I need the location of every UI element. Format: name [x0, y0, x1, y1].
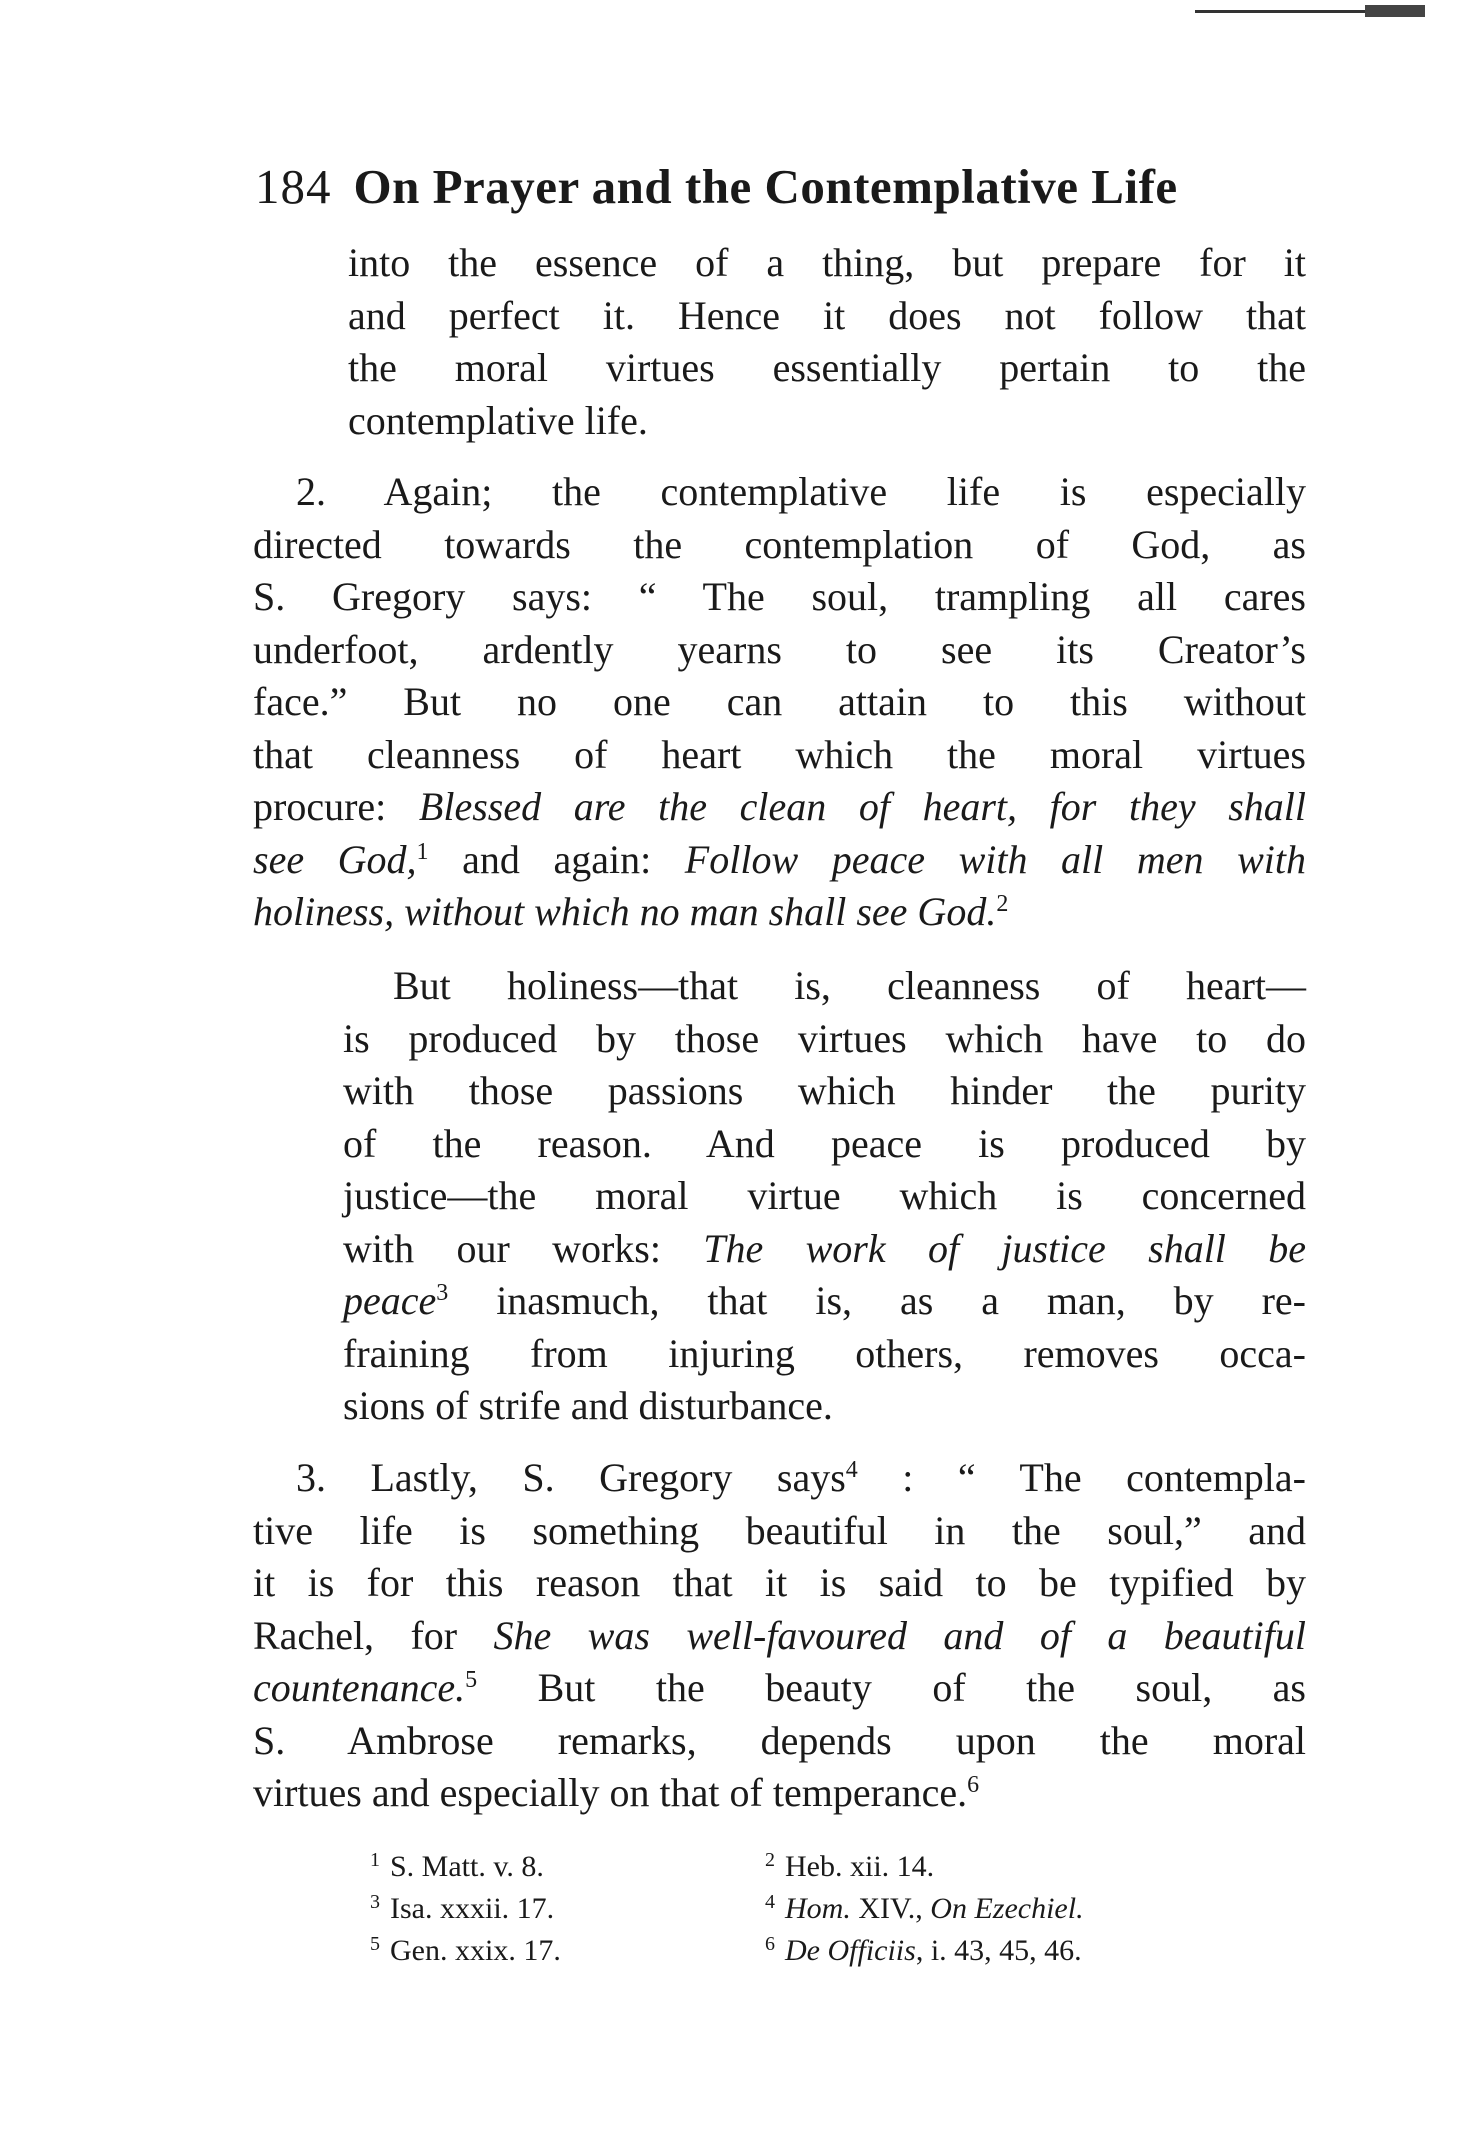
footnote-text: Isa. xxxii. 17.: [390, 1892, 555, 1925]
text-line: fraining from injuring others, removes occa-: [343, 1330, 1306, 1376]
footnote-row: [370, 1882, 1270, 1924]
text-line: [253, 834, 1306, 887]
text-line: [253, 1662, 1306, 1715]
paragraph-4: [253, 1452, 1306, 1820]
footnote-5: [370, 1924, 765, 1966]
text-line: justice—the moral virtue which is concerned: [343, 1173, 1306, 1218]
text-line: 2. Again; the contemplative life is especially: [296, 469, 1306, 514]
text-line: [343, 1223, 1306, 1276]
text-run: and again:: [428, 836, 685, 882]
footnote-ref[interactable]: 5: [465, 1667, 478, 1693]
text-line: with those passions which hinder the purity: [343, 1068, 1306, 1113]
scripture-quote: She was well-favoured and of a beautiful: [493, 1612, 1306, 1658]
text-run: Rachel, for: [253, 1612, 494, 1658]
footnote-text: , i. 43, 45, 46.: [915, 1934, 1082, 1967]
top-scan-artifact: [1195, 10, 1425, 13]
scripture-quote: Follow peace with all men with: [684, 836, 1306, 882]
footnote-1: [370, 1840, 765, 1882]
footnote-2: [765, 1840, 934, 1882]
footnote-ref[interactable]: 2: [996, 891, 1009, 917]
text-run: with our works:: [343, 1225, 704, 1271]
text-line: that cleanness of heart which the moral virtues: [253, 731, 1306, 777]
text-line: S. Ambrose remarks, depends upon the moral: [253, 1717, 1306, 1763]
text-line: into the essence of a thing, but prepare for it: [348, 240, 1306, 285]
footnote-text: Hom.: [785, 1892, 851, 1925]
text-run: procure:: [253, 784, 419, 829]
footnote-ref[interactable]: 1: [416, 838, 429, 865]
footnote-number: 3: [370, 1891, 380, 1913]
footnote-ref[interactable]: 6: [967, 1772, 980, 1798]
text-line: But holiness—that is, cleanness of heart—: [393, 963, 1306, 1008]
text-line: [253, 781, 1306, 834]
footnote-number: 4: [765, 1891, 775, 1913]
page-number: 184: [255, 159, 332, 214]
footnote-text: XIV.,: [850, 1892, 931, 1925]
footnote-ref[interactable]: 3: [436, 1280, 449, 1306]
continuation-paragraph: [348, 237, 1306, 447]
text-line: [253, 886, 1306, 939]
footnote-row: [370, 1924, 1270, 1966]
text-line: sions of strife and disturbance.: [343, 1383, 833, 1428]
running-title: On Prayer and the Contemplative Life: [353, 159, 1178, 214]
footnote-number: 1: [370, 1849, 380, 1871]
text-line: contemplative life.: [348, 397, 648, 443]
text-line: face.” But no one can attain to this without: [253, 679, 1306, 724]
footnote-text: Heb. xii. 14.: [785, 1850, 935, 1883]
text-line: [253, 1610, 1306, 1663]
scripture-quote: holiness, without which no man shall see God.: [253, 889, 997, 934]
paragraph-3: [343, 960, 1306, 1433]
text-line: [253, 1452, 1306, 1505]
paragraph-2: [253, 466, 1306, 939]
footnote-text: De Officiis: [785, 1934, 916, 1967]
footnote-6: [765, 1924, 1082, 1966]
scripture-quote: countenance.: [253, 1665, 466, 1710]
text-line: it is for this reason that it is said to be typified by: [253, 1560, 1306, 1605]
footnote-row: [370, 1840, 1270, 1882]
text-line: [343, 1275, 1306, 1328]
text-line: of the reason. And peace is produced by: [343, 1120, 1306, 1166]
text-line: S. Gregory says: “ The soul, trampling all cares: [253, 574, 1306, 619]
scripture-quote: peace: [343, 1278, 437, 1323]
footnote-number: 2: [765, 1849, 775, 1871]
running-header: [255, 152, 1285, 222]
text-run: 3. Lastly, S. Gregory says: [296, 1455, 846, 1500]
text-line: underfoot, ardently yearns to see its Creator’s: [253, 626, 1306, 672]
text-line: and perfect it. Hence it does not follow that: [348, 292, 1306, 338]
footnote-number: 6: [765, 1933, 775, 1955]
text-run: : “ The contempla-: [857, 1455, 1306, 1500]
footnote-text: S. Matt. v. 8.: [390, 1850, 544, 1883]
footnote-3: [370, 1882, 765, 1924]
scripture-quote: see God,: [253, 836, 417, 882]
footnote-text: On Ezechiel.: [930, 1892, 1084, 1925]
footnote-text: Gen. xxix. 17.: [390, 1934, 561, 1967]
text-run: inasmuch, that is, as a man, by re-: [448, 1278, 1306, 1323]
text-run: virtues and especially on that of temperance.: [253, 1770, 968, 1815]
text-line: is produced by those virtues which have to do: [343, 1015, 1306, 1061]
text-run: But the beauty of the soul, as: [477, 1665, 1306, 1710]
footnote-4: [765, 1882, 1084, 1924]
text-line: directed towards the contemplation of God, as: [253, 521, 1306, 567]
text-line: tive life is something beautiful in the soul,” and: [253, 1507, 1306, 1553]
text-line: the moral virtues essentially pertain to the: [348, 345, 1306, 390]
footnotes: [370, 1840, 1270, 1966]
footnote-number: 5: [370, 1933, 380, 1955]
footnote-ref[interactable]: 4: [845, 1457, 858, 1483]
text-line: [253, 1767, 1306, 1820]
scripture-quote: Blessed are the clean of heart, for they shall: [418, 784, 1307, 829]
scripture-quote: The work of justice shall be: [703, 1225, 1306, 1271]
